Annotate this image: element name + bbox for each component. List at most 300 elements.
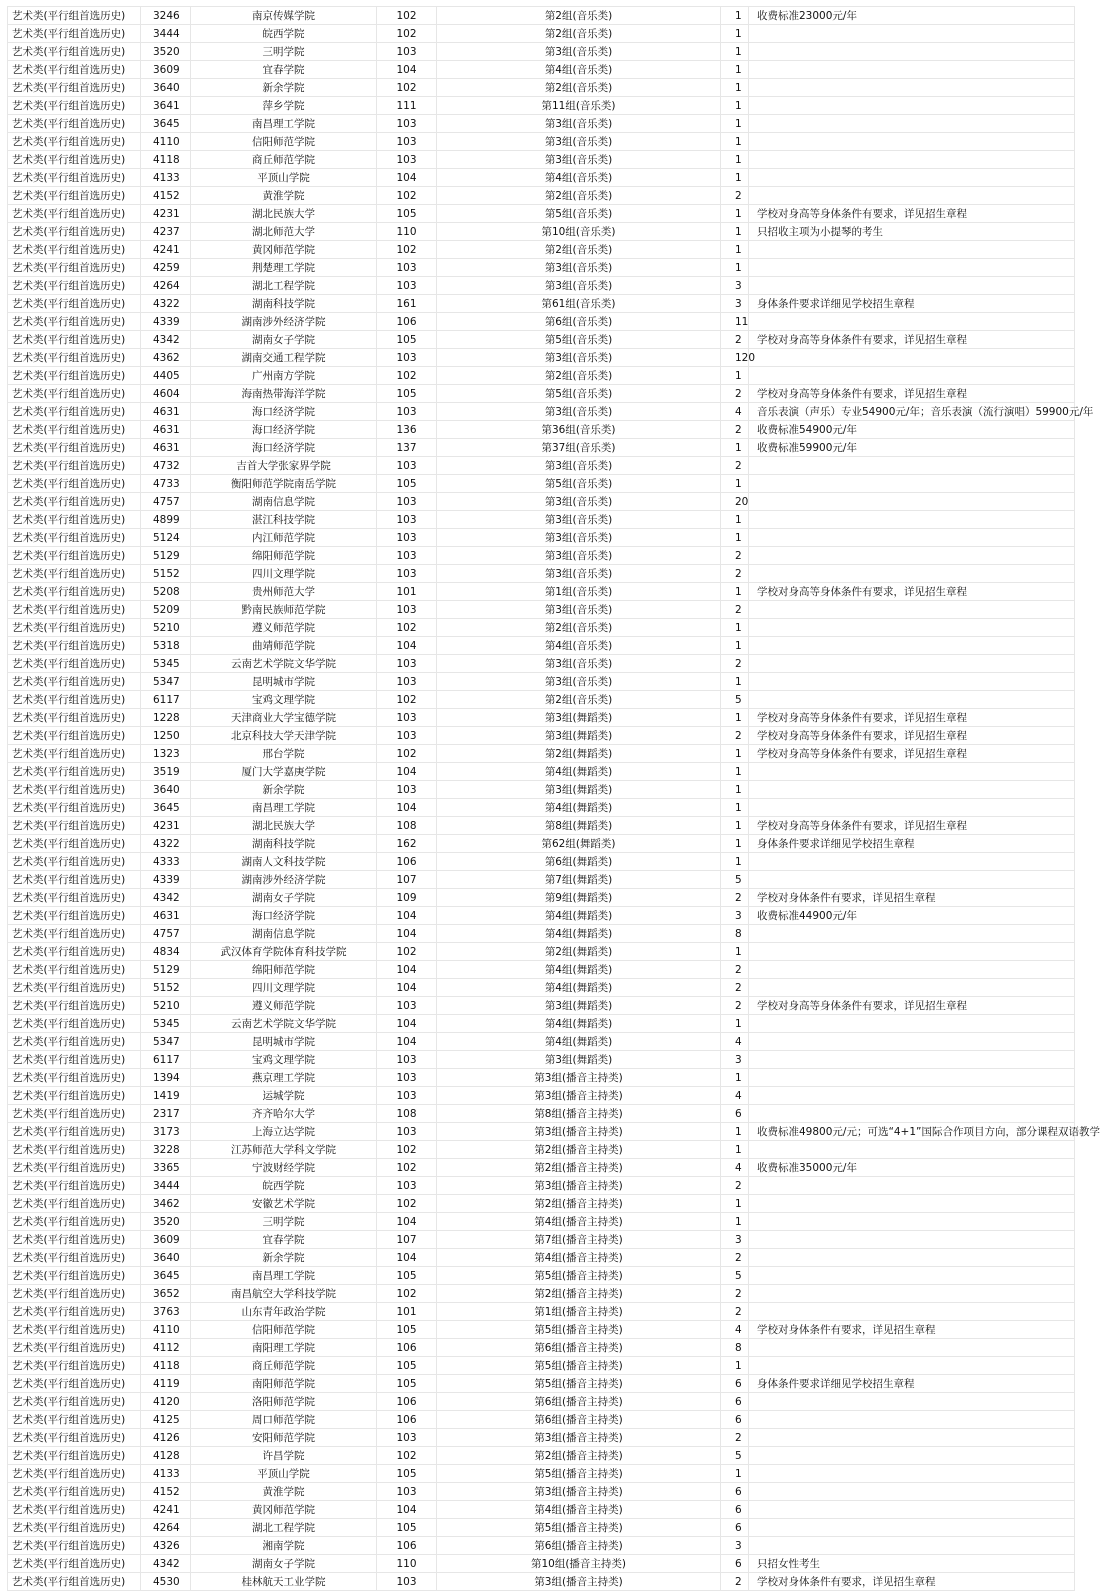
category-cell: 艺术类(平行组首选历史)	[8, 1087, 141, 1105]
school-name-cell: 运城学院	[191, 1087, 377, 1105]
school-code-cell: 4339	[141, 313, 191, 331]
group-name-cell: 第5组(播音主持类)	[437, 1375, 721, 1393]
group-code-cell: 105	[377, 205, 437, 223]
plan-count-cell: 1	[721, 637, 749, 655]
group-code-cell: 103	[377, 457, 437, 475]
group-code-cell: 103	[377, 43, 437, 61]
school-code-cell: 4322	[141, 295, 191, 313]
school-code-cell: 5347	[141, 1033, 191, 1051]
group-name-cell: 第7组(舞蹈类)	[437, 871, 721, 889]
group-name-cell: 第61组(音乐类)	[437, 295, 721, 313]
remark-cell	[749, 601, 1075, 619]
school-code-cell: 4834	[141, 943, 191, 961]
remark-cell	[749, 277, 1075, 295]
group-name-cell: 第3组(音乐类)	[437, 349, 721, 367]
remark-cell: 学校对身体条件有要求，详见招生章程	[749, 1321, 1075, 1339]
school-code-cell: 4333	[141, 853, 191, 871]
plan-count-cell: 1	[721, 1069, 749, 1087]
table-row	[8, 781, 1075, 799]
category-cell: 艺术类(平行组首选历史)	[8, 1249, 141, 1267]
group-code-cell: 103	[377, 277, 437, 295]
table-row	[8, 1105, 1075, 1123]
school-code-cell: 3609	[141, 61, 191, 79]
group-code-cell: 105	[377, 1357, 437, 1375]
school-name-cell: 海口经济学院	[191, 907, 377, 925]
category-cell: 艺术类(平行组首选历史)	[8, 421, 141, 439]
school-name-cell: 云南艺术学院文华学院	[191, 655, 377, 673]
group-name-cell: 第3组(播音主持类)	[437, 1069, 721, 1087]
school-name-cell: 海口经济学院	[191, 421, 377, 439]
category-cell: 艺术类(平行组首选历史)	[8, 187, 141, 205]
school-code-cell: 3520	[141, 1213, 191, 1231]
remark-cell	[749, 691, 1075, 709]
category-cell: 艺术类(平行组首选历史)	[8, 1375, 141, 1393]
remark-cell	[749, 493, 1075, 511]
group-code-cell: 104	[377, 1033, 437, 1051]
remark-cell: 学校对身高等身体条件有要求，详见招生章程	[749, 727, 1075, 745]
category-cell: 艺术类(平行组首选历史)	[8, 565, 141, 583]
group-name-cell: 第36组(音乐类)	[437, 421, 721, 439]
school-code-cell: 4757	[141, 493, 191, 511]
remark-cell	[749, 1249, 1075, 1267]
school-code-cell: 5345	[141, 1015, 191, 1033]
group-name-cell: 第3组(音乐类)	[437, 43, 721, 61]
category-cell: 艺术类(平行组首选历史)	[8, 403, 141, 421]
category-cell: 艺术类(平行组首选历史)	[8, 709, 141, 727]
school-name-cell: 湖北民族大学	[191, 205, 377, 223]
group-name-cell: 第6组(播音主持类)	[437, 1339, 721, 1357]
category-cell: 艺术类(平行组首选历史)	[8, 205, 141, 223]
remark-cell	[749, 1501, 1075, 1519]
remark-cell	[749, 97, 1075, 115]
school-code-cell: 4326	[141, 1537, 191, 1555]
school-name-cell: 安徽艺术学院	[191, 1195, 377, 1213]
remark-cell	[749, 1033, 1075, 1051]
school-name-cell: 湖南科技学院	[191, 295, 377, 313]
remark-cell	[749, 241, 1075, 259]
table-row	[8, 97, 1075, 115]
group-name-cell: 第3组(舞蹈类)	[437, 727, 721, 745]
remark-cell	[749, 925, 1075, 943]
plan-count-cell: 2	[721, 979, 749, 997]
category-cell: 艺术类(平行组首选历史)	[8, 1015, 141, 1033]
school-name-cell: 湖北师范大学	[191, 223, 377, 241]
group-name-cell: 第62组(舞蹈类)	[437, 835, 721, 853]
table-row	[8, 889, 1075, 907]
category-cell: 艺术类(平行组首选历史)	[8, 907, 141, 925]
group-code-cell: 104	[377, 961, 437, 979]
remark-cell: 收费标准49800元/元；可选“4+1”国际合作项目方向，部分课程双语教学	[749, 1123, 1075, 1141]
plan-count-cell: 1	[721, 97, 749, 115]
group-name-cell: 第4组(舞蹈类)	[437, 979, 721, 997]
plan-count-cell: 4	[721, 1033, 749, 1051]
school-name-cell: 昆明城市学院	[191, 1033, 377, 1051]
school-name-cell: 宝鸡文理学院	[191, 691, 377, 709]
plan-count-cell: 1	[721, 133, 749, 151]
table-row	[8, 1267, 1075, 1285]
category-cell: 艺术类(平行组首选历史)	[8, 1177, 141, 1195]
category-cell: 艺术类(平行组首选历史)	[8, 241, 141, 259]
group-name-cell: 第5组(音乐类)	[437, 475, 721, 493]
group-name-cell: 第4组(音乐类)	[437, 61, 721, 79]
remark-cell: 音乐表演（声乐）专业54900元/年；音乐表演（流行演唱）59900元/年	[749, 403, 1075, 421]
group-name-cell: 第3组(音乐类)	[437, 151, 721, 169]
remark-cell	[749, 1303, 1075, 1321]
school-code-cell: 4118	[141, 1357, 191, 1375]
remark-cell	[749, 799, 1075, 817]
plan-count-cell: 4	[721, 1159, 749, 1177]
plan-count-cell: 2	[721, 655, 749, 673]
group-name-cell: 第2组(音乐类)	[437, 367, 721, 385]
remark-cell	[749, 43, 1075, 61]
category-cell: 艺术类(平行组首选历史)	[8, 259, 141, 277]
category-cell: 艺术类(平行组首选历史)	[8, 1483, 141, 1501]
category-cell: 艺术类(平行组首选历史)	[8, 1429, 141, 1447]
category-cell: 艺术类(平行组首选历史)	[8, 223, 141, 241]
table-row	[8, 151, 1075, 169]
plan-count-cell: 1	[721, 205, 749, 223]
remark-cell	[749, 25, 1075, 43]
category-cell: 艺术类(平行组首选历史)	[8, 133, 141, 151]
table-row	[8, 79, 1075, 97]
school-name-cell: 海南热带海洋学院	[191, 385, 377, 403]
remark-cell: 收费标准23000元/年	[749, 7, 1075, 25]
remark-cell	[749, 1141, 1075, 1159]
remark-cell	[749, 943, 1075, 961]
group-code-cell: 101	[377, 583, 437, 601]
school-name-cell: 遵义师范学院	[191, 997, 377, 1015]
school-name-cell: 海口经济学院	[191, 439, 377, 457]
table-row	[8, 1501, 1075, 1519]
group-name-cell: 第4组(播音主持类)	[437, 1213, 721, 1231]
school-name-cell: 信阳师范学院	[191, 133, 377, 151]
school-code-cell: 4631	[141, 907, 191, 925]
plan-count-cell: 1	[721, 1465, 749, 1483]
school-code-cell: 2317	[141, 1105, 191, 1123]
plan-count-cell: 1	[721, 1123, 749, 1141]
group-code-cell: 105	[377, 385, 437, 403]
group-name-cell: 第3组(舞蹈类)	[437, 997, 721, 1015]
plan-count-cell: 8	[721, 925, 749, 943]
school-name-cell: 绵阳师范学院	[191, 547, 377, 565]
table-row	[8, 925, 1075, 943]
table-row	[8, 295, 1075, 313]
school-code-cell: 4128	[141, 1447, 191, 1465]
remark-cell	[749, 547, 1075, 565]
school-name-cell: 新余学院	[191, 781, 377, 799]
remark-cell	[749, 961, 1075, 979]
plan-count-cell: 4	[721, 403, 749, 421]
school-code-cell: 4110	[141, 1321, 191, 1339]
category-cell: 艺术类(平行组首选历史)	[8, 367, 141, 385]
school-code-cell: 4264	[141, 277, 191, 295]
category-cell: 艺术类(平行组首选历史)	[8, 619, 141, 637]
table-row	[8, 727, 1075, 745]
school-name-cell: 宁波财经学院	[191, 1159, 377, 1177]
school-code-cell: 5208	[141, 583, 191, 601]
category-cell: 艺术类(平行组首选历史)	[8, 835, 141, 853]
remark-cell	[749, 79, 1075, 97]
group-code-cell: 102	[377, 691, 437, 709]
table-row	[8, 763, 1075, 781]
school-name-cell: 桂林航天工业学院	[191, 1573, 377, 1591]
school-name-cell: 皖西学院	[191, 1177, 377, 1195]
group-code-cell: 105	[377, 1465, 437, 1483]
school-code-cell: 1323	[141, 745, 191, 763]
group-name-cell: 第2组(舞蹈类)	[437, 745, 721, 763]
plan-count-cell: 1	[721, 583, 749, 601]
remark-cell	[749, 475, 1075, 493]
plan-count-cell: 6	[721, 1375, 749, 1393]
remark-cell: 身体条件要求详细见学校招生章程	[749, 1375, 1075, 1393]
school-code-cell: 4119	[141, 1375, 191, 1393]
school-code-cell: 3641	[141, 97, 191, 115]
school-code-cell: 3645	[141, 799, 191, 817]
remark-cell	[749, 1447, 1075, 1465]
category-cell: 艺术类(平行组首选历史)	[8, 115, 141, 133]
group-name-cell: 第2组(播音主持类)	[437, 1447, 721, 1465]
plan-count-cell: 1	[721, 853, 749, 871]
remark-cell	[749, 1429, 1075, 1447]
category-cell: 艺术类(平行组首选历史)	[8, 61, 141, 79]
category-cell: 艺术类(平行组首选历史)	[8, 943, 141, 961]
school-code-cell: 4342	[141, 889, 191, 907]
plan-count-cell: 1	[721, 529, 749, 547]
table-row	[8, 673, 1075, 691]
school-name-cell: 南昌理工学院	[191, 115, 377, 133]
group-name-cell: 第37组(音乐类)	[437, 439, 721, 457]
category-cell: 艺术类(平行组首选历史)	[8, 349, 141, 367]
group-name-cell: 第3组(音乐类)	[437, 493, 721, 511]
school-name-cell: 洛阳师范学院	[191, 1393, 377, 1411]
table-row	[8, 475, 1075, 493]
group-code-cell: 103	[377, 133, 437, 151]
group-code-cell: 106	[377, 1537, 437, 1555]
category-cell: 艺术类(平行组首选历史)	[8, 1411, 141, 1429]
school-code-cell: 1228	[141, 709, 191, 727]
school-name-cell: 湖南人文科技学院	[191, 853, 377, 871]
plan-count-cell: 1	[721, 241, 749, 259]
category-cell: 艺术类(平行组首选历史)	[8, 295, 141, 313]
school-name-cell: 绵阳师范学院	[191, 961, 377, 979]
school-code-cell: 4231	[141, 817, 191, 835]
table-row	[8, 853, 1075, 871]
group-code-cell: 103	[377, 151, 437, 169]
remark-cell	[749, 619, 1075, 637]
table-row	[8, 1321, 1075, 1339]
category-cell: 艺术类(平行组首选历史)	[8, 25, 141, 43]
remark-cell: 学校对身高等身体条件有要求，详见招生章程	[749, 709, 1075, 727]
school-name-cell: 江苏师范大学科文学院	[191, 1141, 377, 1159]
remark-cell	[749, 1537, 1075, 1555]
plan-count-cell: 2	[721, 457, 749, 475]
group-name-cell: 第3组(舞蹈类)	[437, 709, 721, 727]
school-code-cell: 3246	[141, 7, 191, 25]
plan-count-cell: 1	[721, 79, 749, 97]
school-name-cell: 宜春学院	[191, 1231, 377, 1249]
group-name-cell: 第10组(音乐类)	[437, 223, 721, 241]
table-row	[8, 331, 1075, 349]
group-code-cell: 103	[377, 997, 437, 1015]
category-cell: 艺术类(平行组首选历史)	[8, 1573, 141, 1591]
group-code-cell: 108	[377, 1105, 437, 1123]
school-name-cell: 南阳师范学院	[191, 1375, 377, 1393]
school-name-cell: 湖南女子学院	[191, 1555, 377, 1573]
plan-count-cell: 1	[721, 835, 749, 853]
plan-count-cell: 120	[721, 349, 749, 367]
plan-count-cell: 2	[721, 1177, 749, 1195]
remark-cell	[749, 529, 1075, 547]
category-cell: 艺术类(平行组首选历史)	[8, 43, 141, 61]
table-body	[8, 7, 1100, 1591]
group-code-cell: 110	[377, 1555, 437, 1573]
table-row	[8, 1303, 1075, 1321]
group-name-cell: 第3组(音乐类)	[437, 133, 721, 151]
group-name-cell: 第5组(音乐类)	[437, 205, 721, 223]
school-name-cell: 上海立达学院	[191, 1123, 377, 1141]
group-name-cell: 第2组(音乐类)	[437, 241, 721, 259]
plan-count-cell: 1	[721, 367, 749, 385]
group-code-cell: 105	[377, 475, 437, 493]
table-row	[8, 1537, 1075, 1555]
group-name-cell: 第2组(舞蹈类)	[437, 943, 721, 961]
plan-count-cell: 1	[721, 817, 749, 835]
table-row	[8, 1483, 1075, 1501]
school-name-cell: 湖南科技学院	[191, 835, 377, 853]
school-code-cell: 5347	[141, 673, 191, 691]
plan-count-cell: 2	[721, 187, 749, 205]
category-cell: 艺术类(平行组首选历史)	[8, 1321, 141, 1339]
group-code-cell: 104	[377, 169, 437, 187]
remark-cell	[749, 565, 1075, 583]
school-name-cell: 湖北民族大学	[191, 817, 377, 835]
group-name-cell: 第3组(音乐类)	[437, 655, 721, 673]
group-name-cell: 第6组(音乐类)	[437, 313, 721, 331]
table-row	[8, 1195, 1075, 1213]
table-row	[8, 115, 1075, 133]
group-code-cell: 102	[377, 7, 437, 25]
group-name-cell: 第5组(音乐类)	[437, 331, 721, 349]
remark-cell	[749, 637, 1075, 655]
plan-count-cell: 1	[721, 943, 749, 961]
category-cell: 艺术类(平行组首选历史)	[8, 637, 141, 655]
table-row	[8, 709, 1075, 727]
school-code-cell: 4152	[141, 187, 191, 205]
table-row	[8, 1339, 1075, 1357]
remark-cell	[749, 169, 1075, 187]
group-name-cell: 第5组(播音主持类)	[437, 1321, 721, 1339]
remark-cell	[749, 871, 1075, 889]
table-row	[8, 583, 1075, 601]
group-name-cell: 第4组(舞蹈类)	[437, 925, 721, 943]
school-name-cell: 昆明城市学院	[191, 673, 377, 691]
plan-count-cell: 2	[721, 1429, 749, 1447]
group-code-cell: 104	[377, 1501, 437, 1519]
school-code-cell: 4264	[141, 1519, 191, 1537]
remark-cell	[749, 1465, 1075, 1483]
plan-count-cell: 20	[721, 493, 749, 511]
group-code-cell: 104	[377, 979, 437, 997]
table-row	[8, 1555, 1075, 1573]
remark-cell: 收费标准54900元/年	[749, 421, 1075, 439]
school-name-cell: 湖南信息学院	[191, 493, 377, 511]
table-row	[8, 799, 1075, 817]
school-code-cell: 1394	[141, 1069, 191, 1087]
category-cell: 艺术类(平行组首选历史)	[8, 889, 141, 907]
table-row	[8, 1375, 1075, 1393]
group-name-cell: 第5组(播音主持类)	[437, 1465, 721, 1483]
group-code-cell: 103	[377, 1123, 437, 1141]
table-row	[8, 277, 1075, 295]
table-row	[8, 385, 1075, 403]
school-code-cell: 3444	[141, 25, 191, 43]
group-code-cell: 103	[377, 1573, 437, 1591]
group-code-cell: 136	[377, 421, 437, 439]
table-row	[8, 259, 1075, 277]
school-name-cell: 南昌理工学院	[191, 799, 377, 817]
table-row	[8, 493, 1075, 511]
school-name-cell: 黔南民族师范学院	[191, 601, 377, 619]
school-name-cell: 吉首大学张家界学院	[191, 457, 377, 475]
remark-cell: 学校对身高等身体条件有要求，详见招生章程	[749, 385, 1075, 403]
school-name-cell: 湖南涉外经济学院	[191, 871, 377, 889]
group-code-cell: 103	[377, 1177, 437, 1195]
group-code-cell: 137	[377, 439, 437, 457]
group-name-cell: 第3组(音乐类)	[437, 673, 721, 691]
plan-count-cell: 1	[721, 1015, 749, 1033]
group-name-cell: 第6组(舞蹈类)	[437, 853, 721, 871]
category-cell: 艺术类(平行组首选历史)	[8, 1555, 141, 1573]
school-name-cell: 黄冈师范学院	[191, 241, 377, 259]
category-cell: 艺术类(平行组首选历史)	[8, 871, 141, 889]
table-row	[8, 241, 1075, 259]
plan-count-cell: 1	[721, 1213, 749, 1231]
group-code-cell: 103	[377, 727, 437, 745]
group-name-cell: 第5组(播音主持类)	[437, 1519, 721, 1537]
table-row	[8, 7, 1075, 25]
school-name-cell: 山东青年政治学院	[191, 1303, 377, 1321]
table-row	[8, 439, 1075, 457]
table-row	[8, 313, 1075, 331]
group-code-cell: 102	[377, 1141, 437, 1159]
group-name-cell: 第3组(音乐类)	[437, 277, 721, 295]
category-cell: 艺术类(平行组首选历史)	[8, 1051, 141, 1069]
group-name-cell: 第3组(播音主持类)	[437, 1483, 721, 1501]
school-code-cell: 4322	[141, 835, 191, 853]
school-name-cell: 湖南交通工程学院	[191, 349, 377, 367]
remark-cell: 身体条件要求详细见学校招生章程	[749, 835, 1075, 853]
remark-cell: 学校对身高等身体条件有要求，详见招生章程	[749, 997, 1075, 1015]
group-code-cell: 101	[377, 1303, 437, 1321]
remark-cell	[749, 61, 1075, 79]
remark-cell	[749, 763, 1075, 781]
school-code-cell: 3652	[141, 1285, 191, 1303]
school-name-cell: 平顶山学院	[191, 169, 377, 187]
table-row	[8, 565, 1075, 583]
group-name-cell: 第3组(播音主持类)	[437, 1177, 721, 1195]
table-row	[8, 1465, 1075, 1483]
remark-cell	[749, 1519, 1075, 1537]
group-code-cell: 102	[377, 187, 437, 205]
table-row	[8, 1429, 1075, 1447]
plan-count-cell: 2	[721, 331, 749, 349]
school-code-cell: 3640	[141, 1249, 191, 1267]
group-name-cell: 第5组(音乐类)	[437, 385, 721, 403]
plan-count-cell: 2	[721, 889, 749, 907]
category-cell: 艺术类(平行组首选历史)	[8, 1501, 141, 1519]
group-name-cell: 第1组(音乐类)	[437, 583, 721, 601]
plan-count-cell: 5	[721, 871, 749, 889]
